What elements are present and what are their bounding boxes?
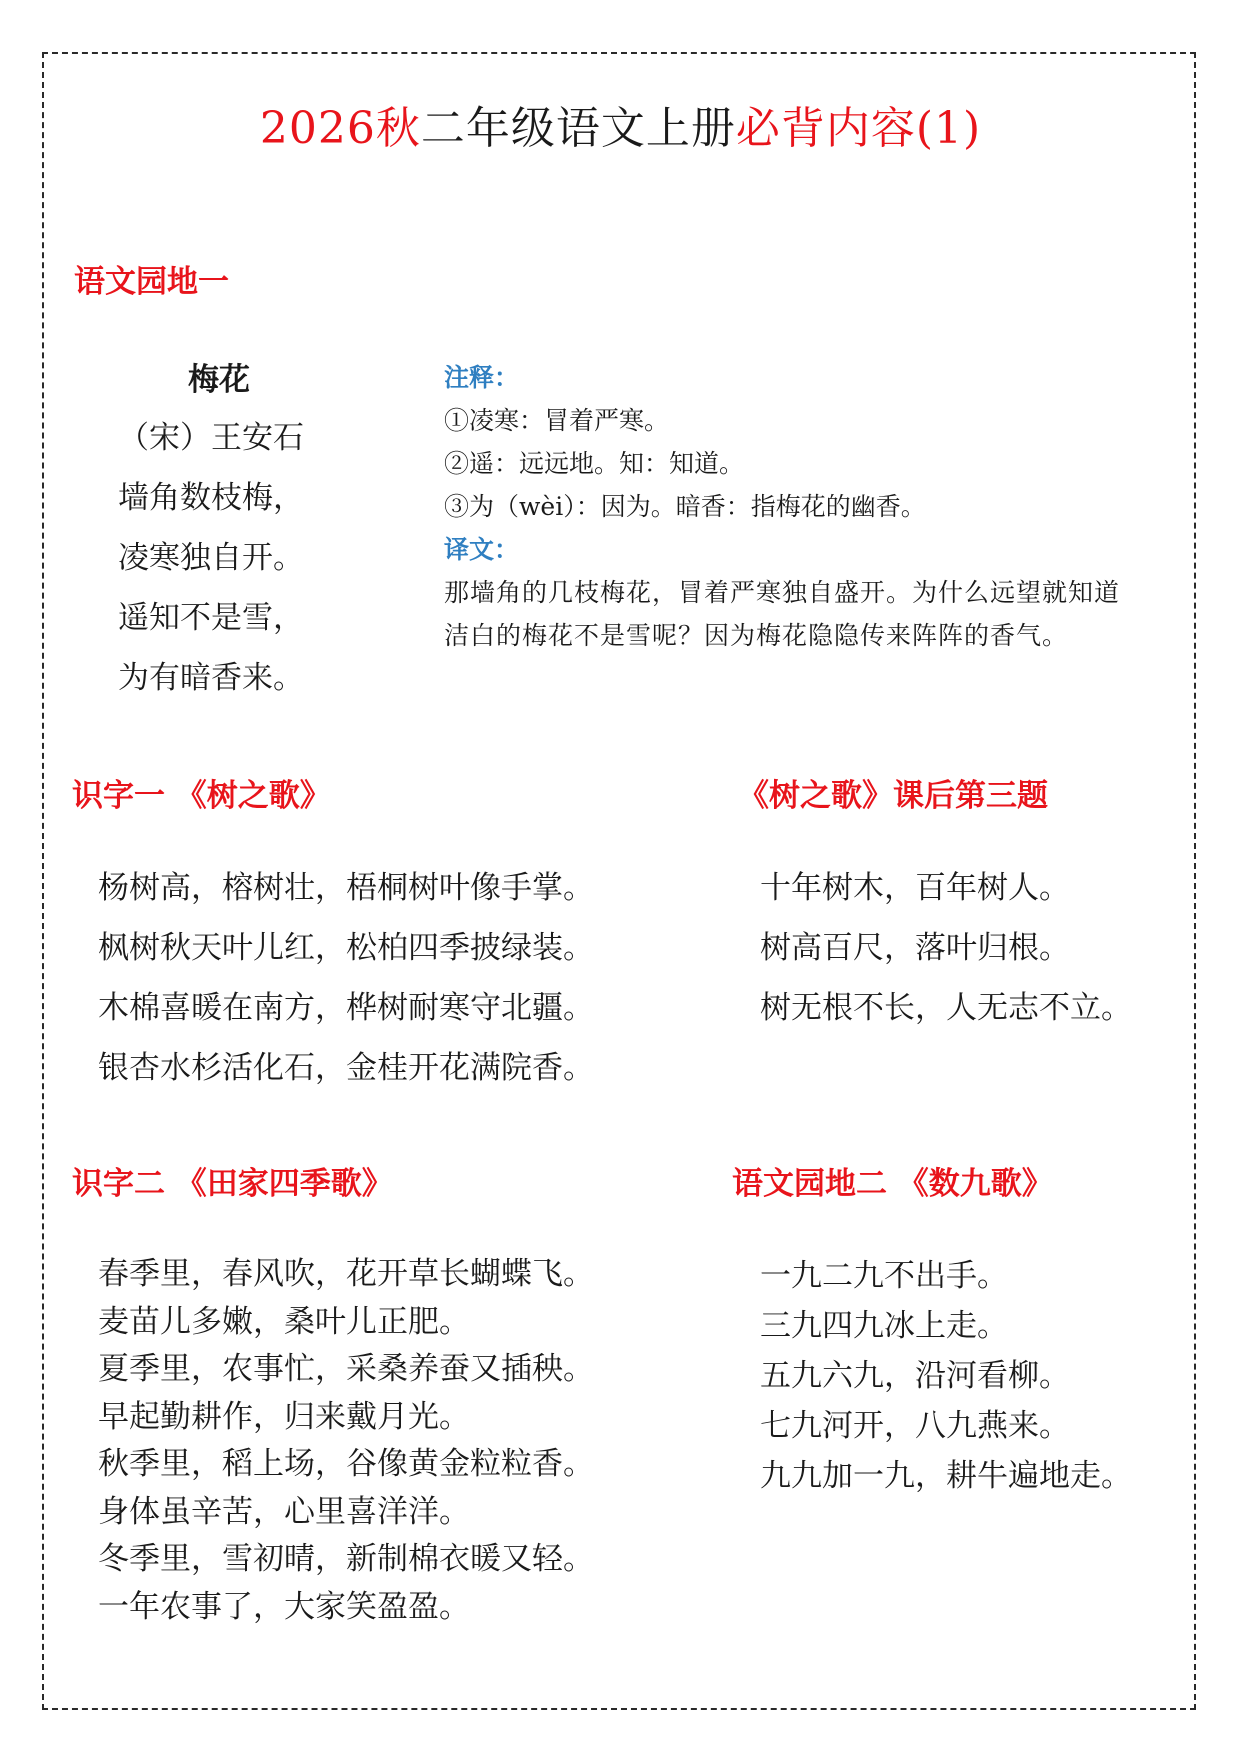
poem-notes xyxy=(444,356,1164,657)
poem-line: 为有暗香来。 xyxy=(118,660,304,696)
note-item: ③为（wèi）：因为。暗香：指梅花的幽香。 xyxy=(444,492,926,521)
text-line: 身体虽辛苦，心里喜洋洋。 xyxy=(98,1493,470,1530)
text-line: 三九四九冰上走。 xyxy=(760,1308,1008,1344)
text-line: 秋季里，稻上场，谷像黄金粒粒香。 xyxy=(98,1446,594,1482)
text-line: 九九加一九，耕牛遍地走。 xyxy=(760,1458,1132,1494)
note-item: ①凌寒：冒着严寒。 xyxy=(444,406,670,435)
farm-seasons-song-body xyxy=(98,1251,594,1631)
section-heading-yuwen-yuandi-2: 语文园地二 《数九歌》 xyxy=(732,1166,1053,1202)
text-line: 早起勤耕作，归来戴月光。 xyxy=(98,1398,470,1435)
poem-author: （宋）王安石 xyxy=(118,420,304,456)
text-line: 七九河开，八九燕来。 xyxy=(760,1408,1070,1444)
text-line: 树无根不长，人无志不立。 xyxy=(760,990,1132,1026)
text-line: 麦苗儿多嫩，桑叶儿正肥。 xyxy=(98,1303,470,1340)
translation-text: 那墙角的几枝梅花，冒着严寒独自盛开。为什么远望就知道洁白的梅花不是雪呢？因为梅花隐隐传来阵阵的香气。 xyxy=(444,578,1121,650)
section-heading-tree-song-exercise: 《树之歌》课后第三题 xyxy=(738,778,1048,814)
text-line: 春季里，春风吹，花开草长蝴蝶飞。 xyxy=(98,1256,594,1292)
page-title-topic: 必背内容(1) xyxy=(735,103,982,154)
text-line: 木棉喜暖在南方，桦树耐寒守北疆。 xyxy=(98,990,594,1026)
section-heading-shizi-1: 识字一 《树之歌》 xyxy=(72,778,331,814)
text-line: 枫树秋天叶儿红，松柏四季披绿装。 xyxy=(98,930,594,966)
translation-label: 译文： xyxy=(444,535,520,564)
section-heading-yuwen-yuandi-1: 语文园地一 xyxy=(74,264,229,300)
text-line: 银杏水杉活化石，金桂开花满院香。 xyxy=(98,1050,594,1086)
section-heading-shizi-2: 识字二 《田家四季歌》 xyxy=(72,1166,393,1202)
tree-song-exercise-body xyxy=(760,858,1132,1038)
shujiu-song-body xyxy=(760,1251,1132,1501)
poem-title: 梅花 xyxy=(188,362,250,398)
text-line: 十年树木，百年树人。 xyxy=(760,870,1070,906)
text-line: 夏季里，农事忙，采桑养蚕又插秧。 xyxy=(98,1351,594,1387)
text-line: 一年农事了，大家笑盈盈。 xyxy=(98,1588,470,1625)
poem-line: 凌寒独自开。 xyxy=(118,540,304,576)
poem-line: 遥知不是雪， xyxy=(118,600,304,636)
text-line: 冬季里，雪初晴，新制棉衣暖又轻。 xyxy=(98,1541,594,1577)
tree-song-body xyxy=(98,858,594,1098)
page-title xyxy=(0,92,1241,156)
page-title-year: 2026秋 xyxy=(259,103,421,154)
text-line: 杨树高，榕树壮，梧桐树叶像手掌。 xyxy=(98,870,594,906)
page-title-subject: 二年级语文上册 xyxy=(420,103,736,154)
notes-label: 注释： xyxy=(444,363,520,392)
text-line: 五九六九，沿河看柳。 xyxy=(760,1358,1070,1394)
poem-body xyxy=(118,408,304,708)
text-line: 树高百尺，落叶归根。 xyxy=(760,930,1070,966)
poem-line: 墙角数枝梅， xyxy=(118,480,304,516)
text-line: 一九二九不出手。 xyxy=(760,1258,1008,1294)
note-item: ②遥：远远地。知：知道。 xyxy=(444,449,745,478)
